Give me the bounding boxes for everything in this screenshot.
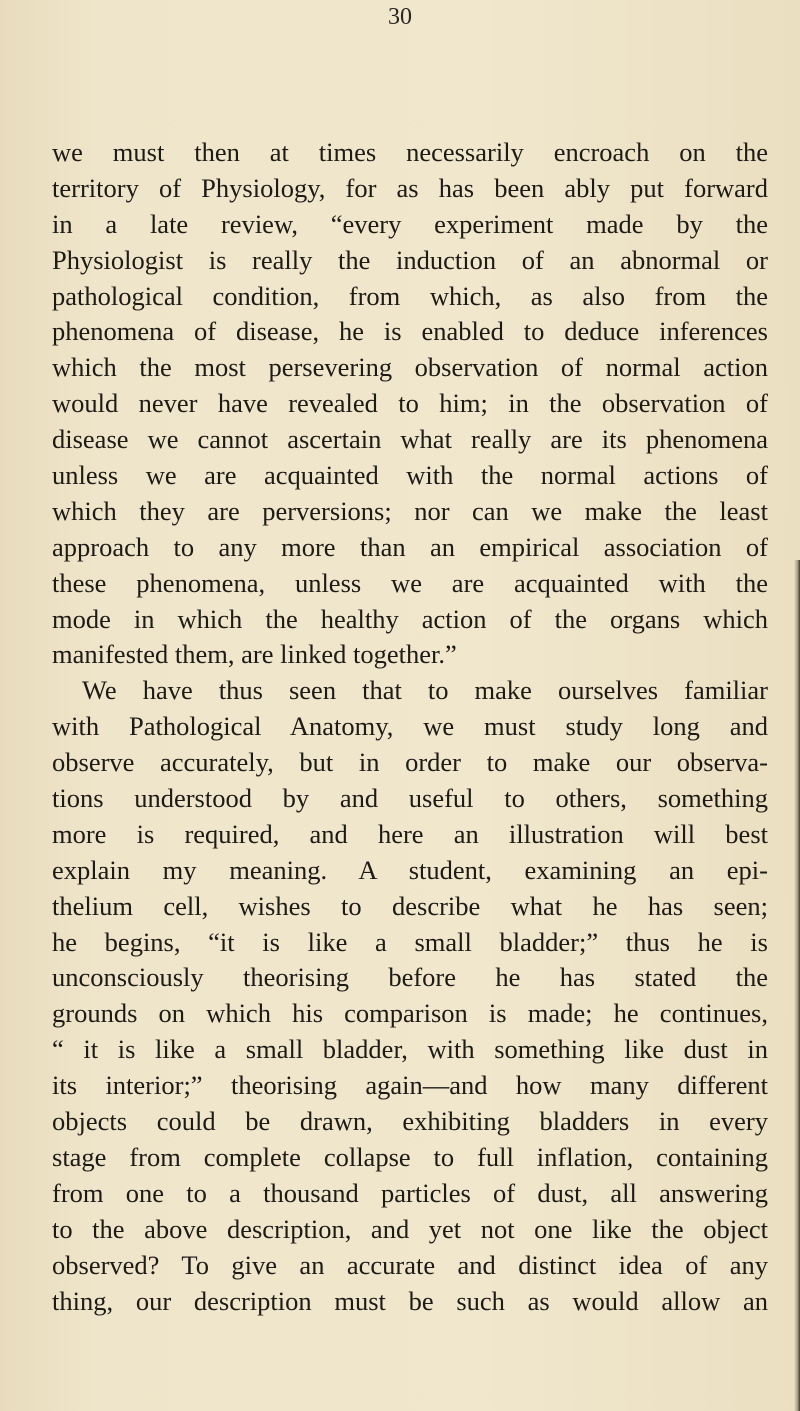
text-line: phenomena of disease, he is enabled to deduce inferences: [52, 316, 768, 347]
text-line: would never have revealed to him; in the observation of: [52, 388, 768, 419]
text-line: to the above description, and yet not one like the object: [52, 1213, 768, 1244]
text-line: which they are perversions; nor can we make the least: [52, 495, 768, 526]
text-line: disease we cannot ascertain what really are its phenomena: [52, 424, 768, 455]
text-line: mode in which the healthy action of the organs which: [52, 603, 768, 634]
text-line: thing, our description must be such as would allow an: [52, 1285, 768, 1316]
text-line: grounds on which his comparison is made; he continues,: [52, 998, 768, 1029]
text-line: Physiologist is really the induction of an abnormal or: [52, 244, 768, 275]
text-line: stage from complete collapse to full inflation, containing: [52, 1141, 768, 1172]
text-line: in a late review, “every experiment made by the: [52, 208, 768, 239]
text-line: tions understood by and useful to others, something: [52, 783, 768, 814]
text-line: observe accurately, but in order to make our observa-: [52, 747, 768, 778]
text-line: which the most persevering observation of normal action: [52, 352, 768, 383]
text-line: pathological condition, from which, as also from the: [52, 280, 768, 311]
text-line: “ it is like a small bladder, with something like dust in: [52, 1034, 768, 1065]
text-line: thelium cell, wishes to describe what he has seen;: [52, 890, 768, 921]
text-line: unconsciously theorising before he has stated the: [52, 962, 768, 993]
text-line: its interior;” theorising again—and how many different: [52, 1070, 768, 1101]
text-line: territory of Physiology, for as has been ably put forward: [52, 172, 768, 203]
page-number: 30: [388, 4, 412, 30]
text-line: approach to any more than an empirical association of: [52, 531, 768, 562]
text-line: these phenomena, unless we are acquainted with the: [52, 567, 768, 598]
text-line-paragraph-start: We have thus seen that to make ourselves familiar: [82, 675, 768, 706]
text-line-paragraph-end: manifested them, are linked together.”: [52, 639, 457, 670]
body-text: [52, 135, 768, 1319]
text-line: we must then at times necessarily encroach on the: [52, 137, 768, 167]
text-line: more is required, and here an illustration will best: [52, 818, 768, 849]
text-line: objects could be drawn, exhibiting bladders in every: [52, 1106, 768, 1137]
text-line: from one to a thousand particles of dust, all answering: [52, 1177, 768, 1208]
text-line: with Pathological Anatomy, we must study long and: [52, 711, 768, 742]
text-line: explain my meaning. A student, examining an epi-: [52, 854, 768, 885]
text-line: unless we are acquainted with the normal actions of: [52, 460, 768, 491]
page-edge-shadow: [794, 560, 800, 1411]
text-line: he begins, “it is like a small bladder;” thus he is: [52, 926, 768, 957]
text-line: observed? To give an accurate and distinct idea of any: [52, 1249, 768, 1280]
